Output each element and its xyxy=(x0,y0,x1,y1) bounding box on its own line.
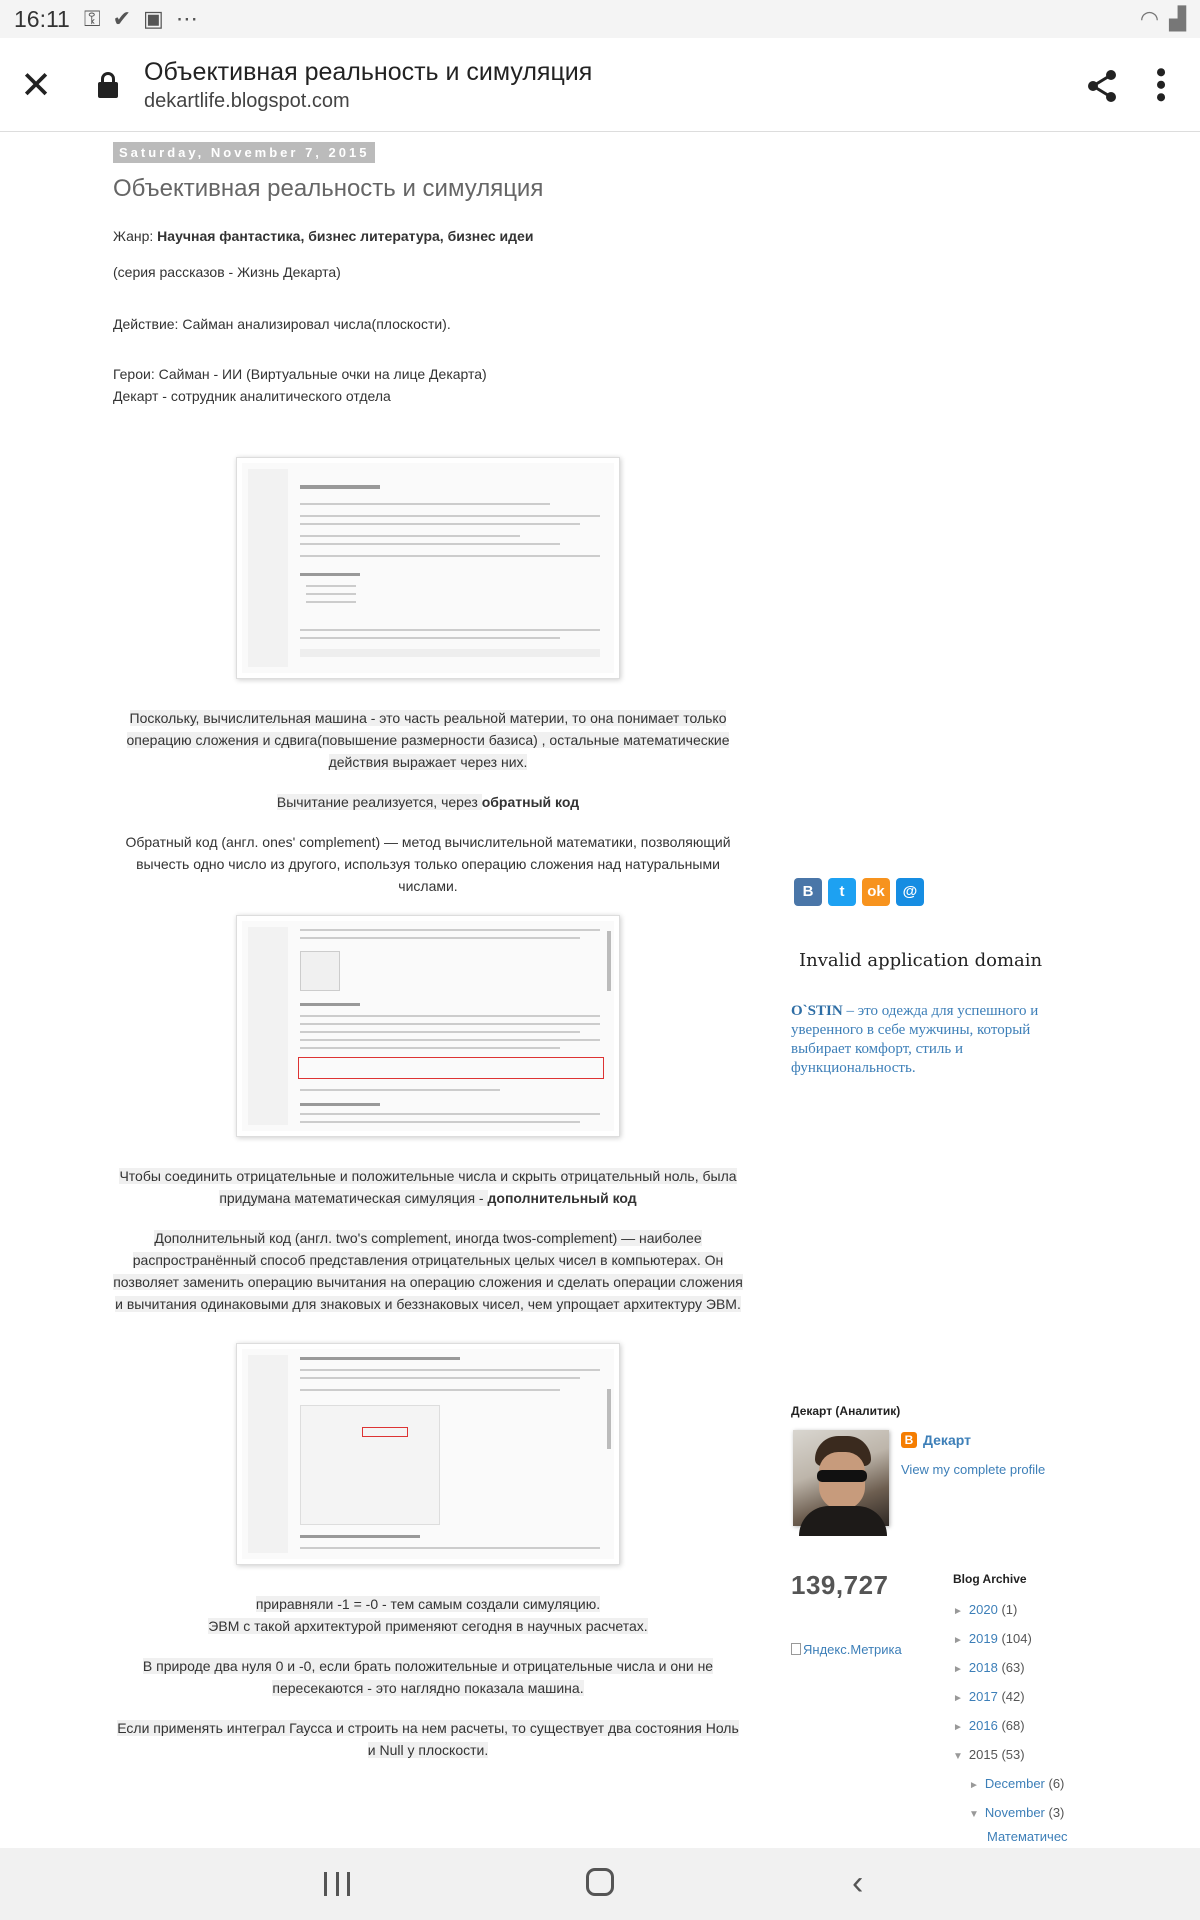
key-icon: ⚿ xyxy=(83,6,101,31)
archive-year[interactable]: ► 2020 (1) xyxy=(953,1602,1018,1617)
post-para-2: Вычитание реализуется, через обратный код xyxy=(276,794,580,810)
system-nav-bar xyxy=(0,1848,1200,1920)
ostin-ad[interactable] xyxy=(791,1002,1071,1078)
overflow-menu-icon[interactable]: ••• xyxy=(1144,67,1177,105)
tab-title: Объективная реальность и симуляция xyxy=(144,58,593,86)
profile-heading: Декарт (Аналитик) xyxy=(791,1404,901,1418)
status-bar xyxy=(0,0,1200,38)
wikipedia-screenshot-3 xyxy=(242,1349,614,1559)
lock-icon xyxy=(98,72,118,98)
recent-apps-icon[interactable] xyxy=(324,1872,350,1896)
twitter-icon[interactable]: t xyxy=(828,878,856,906)
post-para-7: В природе два нуля 0 и -0, если брать положительные и отрицательные числа и они не пересекаются - это наглядно показала машина. xyxy=(142,1658,714,1696)
view-profile-link[interactable]: View my complete profile xyxy=(901,1462,1046,1477)
ad-error-text: Invalid application domain xyxy=(799,950,1043,971)
triangle-right-icon: ► xyxy=(953,1606,963,1617)
odnoklassniki-icon[interactable]: ok xyxy=(862,878,890,906)
post-title: Объективная реальность и симуляция xyxy=(113,175,544,202)
ostin-text: – это одежда для успешного и уверенного в себе мужчины, который выбирает комфорт, стиль и функциональность. xyxy=(791,1003,1039,1076)
archive-year[interactable]: ► 2018 (63) xyxy=(953,1660,1025,1675)
post-para-6: приравняли -1 = -0 - тем самым создали симуляцию. ЭВМ с такой архитектурой применяют сегодня в научных расчетах. xyxy=(208,1596,648,1634)
social-share-buttons xyxy=(794,878,924,906)
post-image-3[interactable] xyxy=(236,1343,620,1565)
custom-tab-toolbar xyxy=(0,38,1200,132)
post-para-8: Если применять интеграл Гаусса и строить на нем расчеты, то существует два состояния Ноль и Null у плоскости. xyxy=(117,1720,739,1758)
triangle-right-icon: ► xyxy=(953,1664,963,1675)
blog-archive-title: Blog Archive xyxy=(953,1572,1027,1586)
post-action: Действие: Сайман анализировал числа(плоскости). xyxy=(113,316,451,332)
post-series: (серия рассказов - Жизнь Декарта) xyxy=(113,264,341,280)
archive-year[interactable]: ► 2019 (104) xyxy=(953,1631,1032,1646)
genre-label: Жанр: xyxy=(113,228,158,244)
genre-value: Научная фантастика, бизнес литература, бизнес идеи xyxy=(157,228,534,244)
inverse-code-term: обратный код xyxy=(481,794,580,810)
status-time: 16:11 xyxy=(14,5,70,32)
post-para-3: Обратный код (англ. ones' complement) — метод вычислительной математики, позволяющий вычесть одно число из другого, используя только операцию сложения над натуральными числами. xyxy=(125,834,731,894)
triangle-right-icon: ► xyxy=(953,1635,963,1646)
ostin-brand: O`STIN xyxy=(791,1003,843,1019)
post-heroes: Герои: Сайман - ИИ (Виртуальные очки на лице Декарта) xyxy=(113,366,487,382)
post-date: Saturday, November 7, 2015 xyxy=(113,142,375,163)
blogger-icon: B xyxy=(901,1432,917,1448)
tab-url: dekartlife.blogspot.com xyxy=(144,90,350,112)
wikipedia-screenshot-1 xyxy=(242,463,614,673)
archive-year-open[interactable]: ▼ 2015 (53) xyxy=(953,1747,1025,1762)
profile-name-link[interactable]: Декарт xyxy=(923,1432,971,1448)
image-icon: ▣ xyxy=(143,6,164,31)
share-icon[interactable] xyxy=(1084,68,1120,104)
vk-icon[interactable]: B xyxy=(794,878,822,906)
close-icon[interactable]: ✕ xyxy=(20,65,52,107)
archive-year[interactable]: ► 2016 (68) xyxy=(953,1718,1025,1733)
complement-code-term: дополнительный код xyxy=(487,1190,637,1206)
post-image-2[interactable] xyxy=(236,915,620,1137)
signal-icon: ▟ xyxy=(1169,6,1186,31)
triangle-right-icon: ► xyxy=(953,1693,963,1704)
home-icon[interactable] xyxy=(586,1868,614,1896)
archive-month-open[interactable]: ▼ November (3) xyxy=(969,1805,1065,1820)
post-para-5: Дополнительный код (англ. two's complement, иногда twos-complement) — наиболее распространённый способ представления отрицательных целых чисел в компьютерах. Он позволяет заменить операцию вычитания на операцию сложения и сделать операции сложения и вычитания одинаковыми для знаковых и беззнаковых чисел, чем упрощает архитектуру ЭВМ. xyxy=(113,1230,743,1312)
check-icon: ✔ xyxy=(112,6,132,31)
post-image-1[interactable] xyxy=(236,457,620,679)
triangle-right-icon: ► xyxy=(969,1780,979,1791)
post-body xyxy=(113,142,743,1761)
broken-image-icon xyxy=(791,1643,801,1655)
avatar[interactable] xyxy=(793,1430,889,1526)
archive-month[interactable]: ► December (6) xyxy=(969,1776,1065,1791)
back-icon[interactable]: ‹ xyxy=(852,1864,864,1902)
blog-archive-list xyxy=(953,1596,1068,1862)
post-heroes-2: Декарт - сотрудник аналитического отдела xyxy=(113,388,391,404)
post-para-1: Поскольку, вычислительная машина - это часть реальной материи, то она понимает только операцию сложения и сдвига(повышение размерности базиса) , остальные математические действия выражает через них. xyxy=(126,710,730,770)
post-para-4: Чтобы соединить отрицательные и положительные числа и скрыть отрицательный ноль, была придумана математическая симуляция - дополнительный код xyxy=(119,1168,737,1206)
mail-icon[interactable]: @ xyxy=(896,878,924,906)
triangle-down-icon: ▼ xyxy=(969,1809,979,1820)
post-genre xyxy=(113,225,743,247)
wifi-icon: ◠ xyxy=(1139,6,1160,31)
triangle-right-icon: ► xyxy=(953,1722,963,1733)
page-content xyxy=(0,132,1200,1848)
more-icon: ⋯ xyxy=(175,6,198,31)
wikipedia-screenshot-2 xyxy=(242,921,614,1131)
archive-post-link[interactable]: Математичес xyxy=(987,1829,1068,1844)
pageview-counter: 139,727 xyxy=(791,1570,889,1600)
archive-year[interactable]: ► 2017 (42) xyxy=(953,1689,1025,1704)
triangle-down-icon: ▼ xyxy=(953,1751,963,1762)
yandex-metrika-badge[interactable]: Яндекс.Метрика xyxy=(791,1642,902,1657)
